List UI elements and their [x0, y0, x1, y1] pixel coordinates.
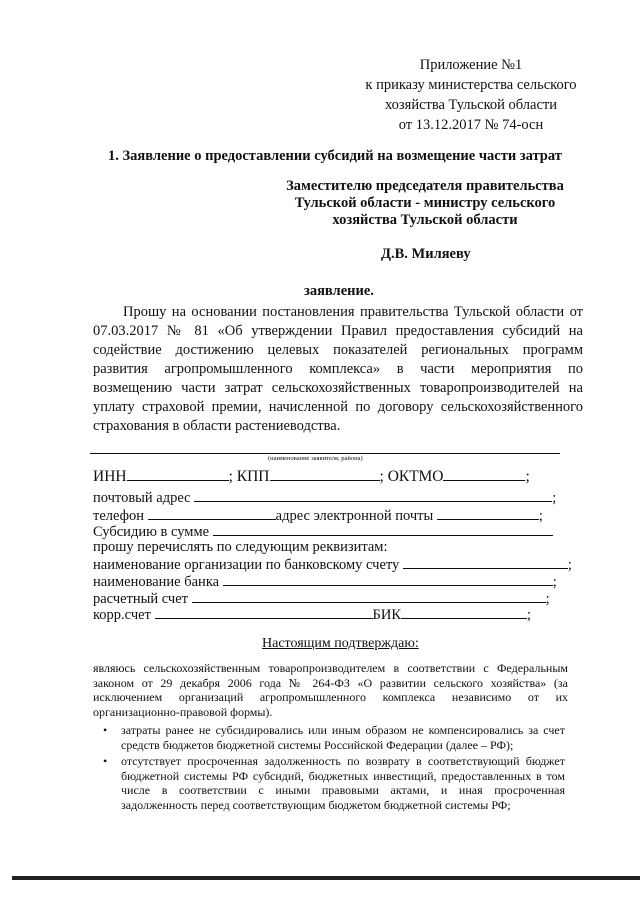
list-item	[103, 723, 565, 752]
bullet-text-2: отсутствует просроченная задолженность по возврату в соответствующий бюджет бюджетной системы РФ субсидий, бюджетных инвестиций, предоставленных в том числе в соответствии с иными правовыми актами, и иная просроченная задолженность перед соответствующим бюджетом бюджетной системы РФ;	[121, 754, 565, 812]
bank-row: наименование банка ;	[93, 574, 557, 590]
appendix-header	[356, 55, 586, 135]
postal-label: почтовый адрес	[93, 490, 191, 506]
addressee-line-2: Тульской области - министру сельского	[294, 195, 556, 211]
applicant-name-field[interactable]	[90, 453, 560, 454]
bik-field[interactable]	[401, 606, 527, 619]
org-name-label: наименование организации по банковскому счету	[93, 557, 400, 573]
postal-field[interactable]	[194, 489, 552, 502]
org-name-row: наименование организации по банковскому счету ;	[93, 557, 572, 573]
email-label: адрес электронной почты	[275, 508, 434, 524]
appendix-line-3: хозяйства Тульской области	[384, 97, 558, 113]
tax-ids-row	[93, 468, 530, 485]
addressee-line-3: хозяйства Тульской области	[332, 212, 518, 228]
confirm-heading: Настоящим подтверждаю:	[262, 636, 419, 651]
bullet-icon: •	[103, 754, 108, 768]
oktmo-field[interactable]	[443, 468, 525, 481]
org-name-field[interactable]	[403, 556, 568, 569]
appendix-line-2: к приказу министерства сельского	[365, 77, 577, 93]
phone-email-row: телефон адрес электронной почты ;	[93, 508, 543, 524]
addressee-line-1: Заместителю председателя правительства	[286, 178, 564, 194]
appendix-line-4: от 13.12.2017 № 74-осн	[398, 117, 544, 133]
kpp-label: ; КПП	[228, 468, 270, 485]
appendix-line-1: Приложение №1	[419, 57, 523, 73]
subsidy-label: Субсидию в сумме	[93, 524, 210, 540]
inn-field[interactable]	[127, 468, 229, 481]
corr-field[interactable]	[155, 606, 373, 619]
producer-statement: являюсь сельскохозяйственным товаропроизводителем в соответствии с Федеральным законом от 29 декабря 2006 года № 264-ФЗ «О развитии сельского хозяйства» (за исключением организаций агропромышленного комплекса независимо от их организационно-правовой формы).	[93, 661, 568, 719]
confirmation-list	[103, 723, 565, 814]
scan-edge-divider	[12, 876, 640, 880]
applicant-caption: (наименование заявителя, района)	[268, 455, 363, 462]
email-field[interactable]	[437, 507, 539, 520]
document-title: заявление.	[304, 283, 374, 299]
corr-label: корр.счет	[93, 607, 151, 623]
phone-field[interactable]	[148, 507, 276, 520]
corr-bik-row: корр.счет БИК ;	[93, 607, 532, 623]
addressee-name: Д.В. Миляеву	[381, 246, 471, 262]
bik-label: БИК	[372, 607, 402, 623]
inn-label: ИНН	[93, 468, 127, 485]
postal-row: почтовый адрес ;	[93, 490, 557, 506]
bullet-text-1: затраты ранее не субсидировались или иным образом не компенсировались за счет средств бюджетов бюджетной системы Российской Федерации (далее – РФ);	[121, 723, 565, 752]
account-row: расчетный счет ;	[93, 591, 550, 607]
oktmo-label: ; ОКТМО	[379, 468, 444, 485]
bullet-icon: •	[103, 723, 108, 737]
bank-label: наименование банка	[93, 574, 220, 590]
list-item	[103, 754, 565, 812]
transfer-label: прошу перечислять по следующим реквизитам:	[93, 539, 388, 555]
subsidy-row	[93, 523, 553, 540]
bank-field[interactable]	[223, 573, 553, 586]
account-field[interactable]	[192, 590, 546, 603]
semicolon: ;	[525, 468, 530, 485]
transfer-row	[93, 539, 388, 555]
account-label: расчетный счет	[93, 591, 188, 607]
addressee-block	[250, 178, 600, 229]
section-title: 1. Заявление о предоставлении субсидий на возмещение части затрат	[108, 148, 562, 164]
subsidy-field[interactable]	[213, 523, 553, 536]
request-paragraph: Прошу на основании постановления правительства Тульской области от 07.03.2017 № 81 «Об утверждении Правил предоставления субсидий на содействие достижению целевых показателей региональных программ развития агропромышленного комплекса» в части мероприятия по возмещению части затрат сельскохозяйственных товаропроизводителей на уплату страховой премии, начисленной по договору сельскохозяйственного страхования в области растениеводства.	[93, 304, 583, 434]
phone-label: телефон	[93, 508, 145, 524]
kpp-field[interactable]	[270, 468, 380, 481]
